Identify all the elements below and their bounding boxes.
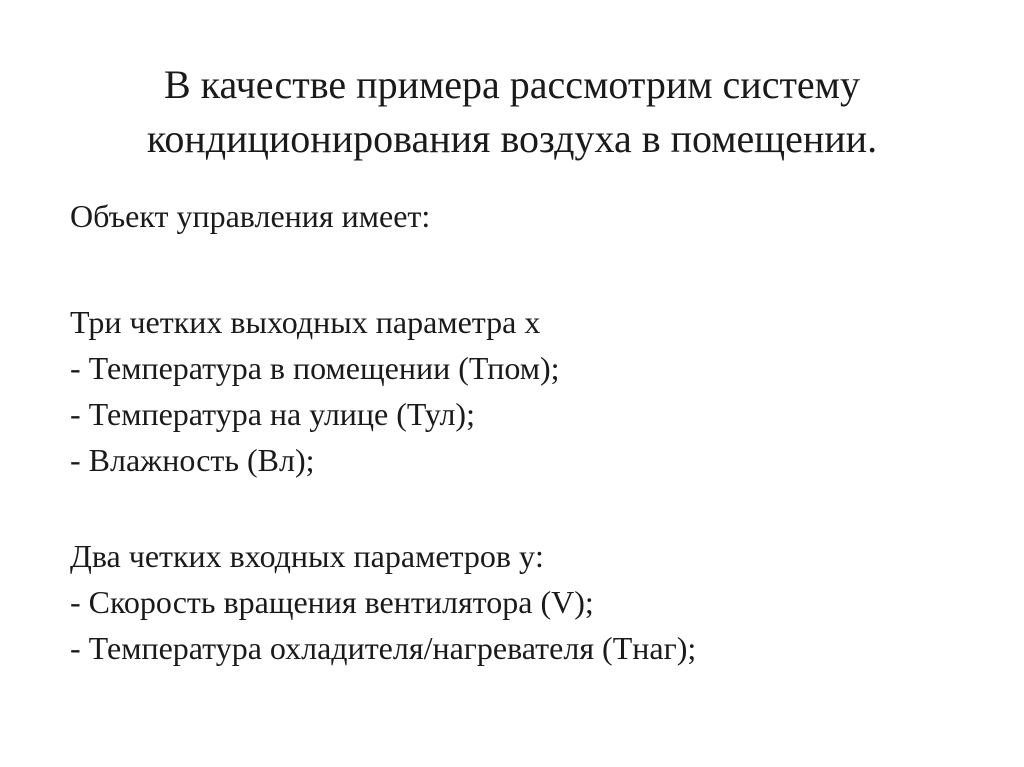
- input-item-fan-speed: - Скорость вращения вентилятора (V);: [70, 584, 594, 620]
- title-line-2: кондиционирования воздуха в помещении.: [146, 116, 878, 161]
- inputs-heading: Два четких входных параметров y:: [70, 538, 544, 574]
- output-item-humidity: - Влажность (Вл);: [70, 442, 315, 478]
- input-item-heater-temperature: - Температура охладителя/нагревателя (Тнаг);: [70, 630, 697, 666]
- title-line-1: В качестве примера рассмотрим систему: [164, 62, 860, 107]
- output-item-room-temperature: - Температура в помещении (Тпом);: [70, 350, 560, 386]
- outputs-heading: Три четких выходных параметра x: [70, 304, 541, 340]
- output-item-outdoor-temperature: - Температура на улице (Тул);: [70, 396, 475, 432]
- slide-title: [40, 58, 984, 166]
- intro-text: Объект управления имеет:: [70, 198, 431, 234]
